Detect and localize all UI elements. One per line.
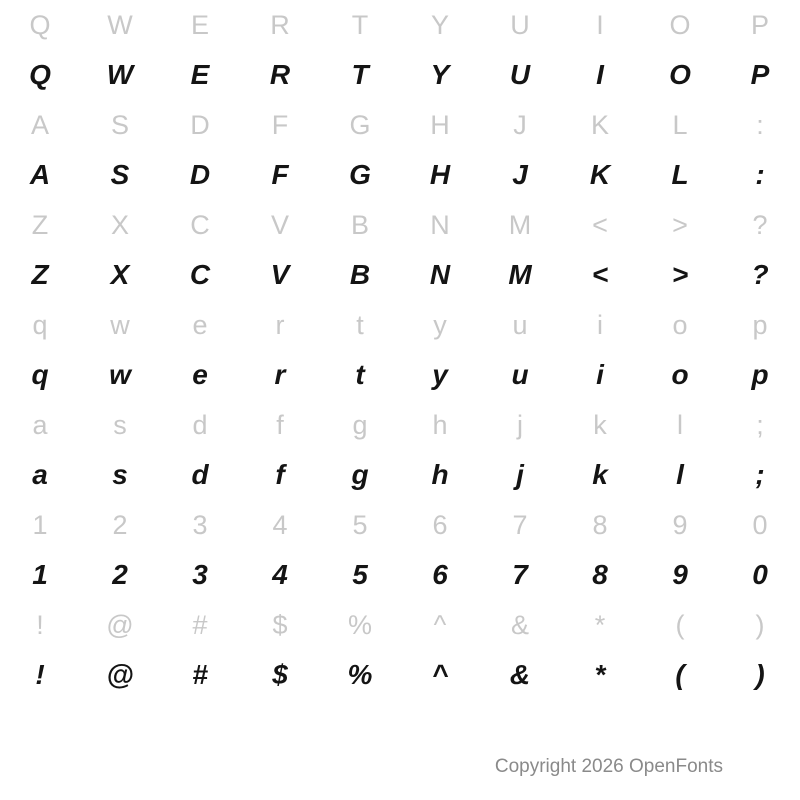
glyph-cell: >	[671, 259, 689, 290]
glyph-cell: y	[432, 359, 448, 390]
glyph-cell: ^	[431, 659, 449, 690]
glyph-cell: >	[672, 209, 688, 240]
glyph-cell: B	[350, 209, 369, 240]
glyph-cell: h	[431, 459, 449, 490]
glyph-cell: W	[107, 9, 133, 40]
glyph-cell: g	[351, 459, 369, 490]
glyph-cell: M	[508, 259, 532, 290]
glyph-cell: 9	[672, 509, 688, 540]
glyph-cell: $	[272, 659, 288, 690]
glyph-row-reference	[0, 0, 800, 50]
glyph-cell: 3	[192, 559, 208, 590]
glyph-cell: 0	[752, 509, 768, 540]
glyph-cell: O	[669, 9, 691, 40]
glyph-cell: T	[351, 59, 369, 90]
glyph-cell: f	[276, 409, 284, 440]
glyph-cell: r	[275, 309, 285, 340]
glyph-cell: ^	[433, 609, 447, 640]
glyph-cell: @	[106, 659, 134, 690]
glyph-cell: S	[110, 109, 129, 140]
glyph-cell: R	[270, 9, 290, 40]
glyph-cell: Z	[31, 209, 49, 240]
glyph-cell: E	[190, 9, 209, 40]
glyph-cell: <	[591, 259, 609, 290]
glyph-cell: e	[192, 309, 208, 340]
glyph-cell: !	[35, 659, 45, 690]
glyph-cell: o	[672, 309, 688, 340]
glyph-cell: K	[590, 109, 609, 140]
glyph-cell: 5	[352, 509, 368, 540]
glyph-cell: w	[109, 359, 131, 390]
glyph-cell: )	[755, 609, 765, 640]
glyph-cell: ?	[752, 209, 768, 240]
glyph-row-sample	[0, 650, 800, 700]
glyph-cell: E	[190, 59, 210, 90]
glyph-cell: H	[430, 109, 450, 140]
glyph-cell: U	[509, 59, 531, 90]
glyph-cell: *	[594, 659, 606, 690]
glyph-cell: P	[750, 9, 769, 40]
glyph-cell: F	[271, 109, 289, 140]
glyph-cell: M	[508, 209, 532, 240]
glyph-cell: G	[349, 159, 371, 190]
glyph-cell: :	[756, 109, 764, 140]
glyph-cell: Q	[29, 59, 51, 90]
glyph-cell: 7	[512, 559, 528, 590]
glyph-cell: A	[29, 159, 51, 190]
glyph-cell: 8	[592, 559, 608, 590]
glyph-cell: :	[755, 159, 765, 190]
glyph-cell: i	[597, 309, 603, 340]
glyph-cell: y	[433, 309, 447, 340]
glyph-cell: X	[110, 209, 129, 240]
glyph-cell: g	[352, 409, 368, 440]
glyph-cell: r	[274, 359, 286, 390]
glyph-cell: N	[429, 259, 451, 290]
glyph-cell: J	[512, 159, 528, 190]
glyph-cell: Y	[430, 9, 449, 40]
glyph-cell: d	[191, 459, 209, 490]
glyph-cell: A	[30, 109, 49, 140]
glyph-cell: h	[432, 409, 448, 440]
glyph-cell: V	[270, 259, 290, 290]
glyph-cell: J	[513, 109, 527, 140]
glyph-cell: F	[271, 159, 289, 190]
glyph-cell: %	[347, 609, 372, 640]
glyph-cell: B	[349, 259, 371, 290]
glyph-cell: k	[592, 459, 608, 490]
glyph-cell: s	[112, 459, 128, 490]
glyph-cell: D	[189, 159, 211, 190]
glyph-cell: l	[676, 459, 684, 490]
glyph-cell: 9	[672, 559, 688, 590]
glyph-row-reference	[0, 300, 800, 350]
glyph-cell: 7	[512, 509, 528, 540]
glyph-cell: j	[517, 409, 523, 440]
glyph-cell: !	[36, 609, 44, 640]
glyph-cell: &	[510, 609, 529, 640]
glyph-cell: ;	[755, 459, 765, 490]
glyph-cell: d	[192, 409, 208, 440]
glyph-cell: N	[430, 209, 450, 240]
glyph-cell: )	[755, 659, 765, 690]
glyph-row-sample	[0, 550, 800, 600]
glyph-cell: w	[110, 309, 130, 340]
glyph-cell: k	[593, 409, 607, 440]
glyph-cell: &	[509, 659, 531, 690]
glyph-cell: C	[189, 259, 211, 290]
glyph-cell: p	[751, 359, 769, 390]
glyph-cell: D	[190, 109, 210, 140]
glyph-cell: t	[356, 309, 364, 340]
glyph-cell: u	[512, 309, 528, 340]
glyph-cell: <	[592, 209, 608, 240]
glyph-cell: 6	[432, 509, 448, 540]
glyph-cell: U	[510, 9, 530, 40]
glyph-cell: #	[192, 659, 208, 690]
glyph-cell: (	[675, 659, 685, 690]
glyph-cell: H	[429, 159, 451, 190]
glyph-cell: V	[270, 209, 289, 240]
glyph-cell: a	[32, 459, 48, 490]
glyph-cell: I	[596, 9, 604, 40]
glyph-row-sample	[0, 150, 800, 200]
glyph-cell: l	[677, 409, 683, 440]
glyph-cell: ?	[751, 259, 769, 290]
glyph-cell: P	[750, 59, 770, 90]
glyph-cell: I	[596, 59, 604, 90]
glyph-cell: 6	[432, 559, 448, 590]
glyph-row-sample	[0, 50, 800, 100]
glyph-cell: $	[272, 609, 288, 640]
glyph-cell: 5	[352, 559, 368, 590]
glyph-row-reference	[0, 400, 800, 450]
glyph-cell: t	[355, 359, 365, 390]
glyph-cell: e	[192, 359, 208, 390]
glyph-cell: S	[110, 159, 130, 190]
glyph-row-reference	[0, 500, 800, 550]
glyph-cell: C	[190, 209, 210, 240]
glyph-cell: f	[275, 459, 285, 490]
glyph-cell: 2	[112, 559, 128, 590]
glyph-cell: a	[32, 409, 48, 440]
glyph-cell: G	[349, 109, 371, 140]
glyph-row-reference	[0, 600, 800, 650]
glyph-row-reference	[0, 100, 800, 150]
glyph-cell: u	[511, 359, 529, 390]
glyph-cell: R	[269, 59, 291, 90]
glyph-row-reference	[0, 200, 800, 250]
glyph-cell: 4	[272, 509, 288, 540]
glyph-cell: Y	[430, 59, 450, 90]
glyph-cell: @	[106, 609, 134, 640]
glyph-cell: j	[516, 459, 524, 490]
glyph-cell: T	[351, 9, 369, 40]
glyph-cell: p	[752, 309, 768, 340]
glyph-cell: *	[594, 609, 606, 640]
glyph-cell: K	[589, 159, 611, 190]
glyph-row-sample	[0, 350, 800, 400]
glyph-row-sample	[0, 250, 800, 300]
glyph-cell: o	[671, 359, 689, 390]
glyph-cell: i	[596, 359, 604, 390]
glyph-cell: W	[106, 59, 134, 90]
glyph-cell: L	[671, 159, 689, 190]
glyph-cell: O	[669, 59, 691, 90]
glyph-cell: 3	[192, 509, 208, 540]
glyph-cell: Q	[29, 9, 51, 40]
glyph-cell: ;	[756, 409, 764, 440]
glyph-cell: L	[672, 109, 688, 140]
glyph-cell: X	[110, 259, 130, 290]
glyph-cell: %	[347, 659, 373, 690]
glyph-cell: 1	[32, 509, 48, 540]
glyph-cell: 2	[112, 509, 128, 540]
glyph-cell: s	[113, 409, 127, 440]
glyph-cell: 8	[592, 509, 608, 540]
glyph-cell: (	[675, 609, 685, 640]
glyph-row-sample	[0, 450, 800, 500]
glyph-cell: q	[31, 359, 49, 390]
glyph-cell: Z	[31, 259, 49, 290]
glyph-cell: 1	[32, 559, 48, 590]
glyph-cell: q	[32, 309, 48, 340]
glyph-cell: 4	[272, 559, 288, 590]
glyph-cell: #	[192, 609, 208, 640]
glyph-cell: 0	[752, 559, 768, 590]
copyright-notice: Copyright 2026 OpenFonts	[494, 756, 723, 777]
